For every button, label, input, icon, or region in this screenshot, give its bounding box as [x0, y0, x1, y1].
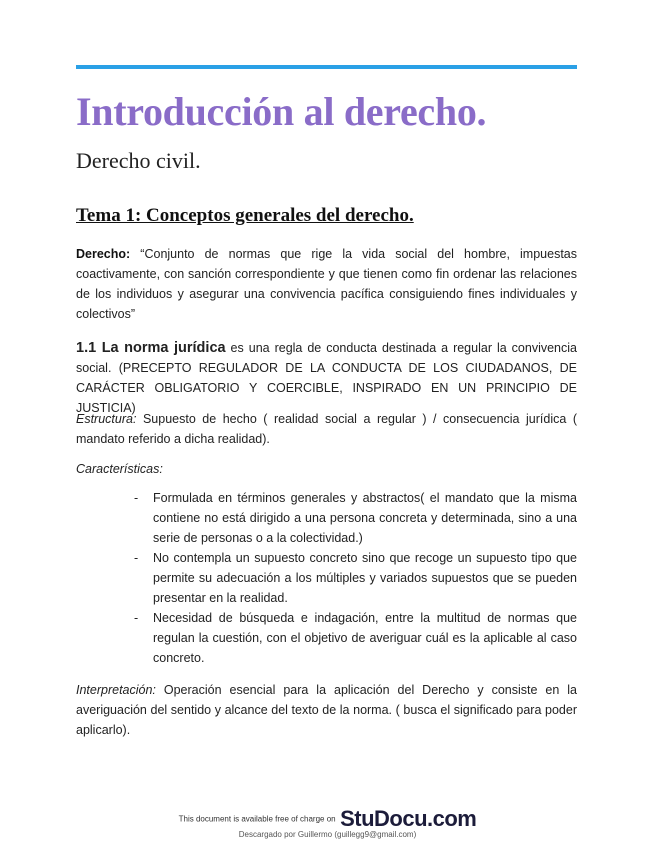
document-subtitle: Derecho civil.: [76, 148, 201, 173]
estructura-text: Supuesto de hecho ( realidad social a regular ) / consecuencia jurídica ( mandato referido a dicha realidad).: [76, 412, 577, 446]
logo-text: StuDocu: [340, 806, 428, 831]
list-item: - Formulada en términos generales y abstractos( el mandato que la misma contiene no está dirigido a una persona concreta y determinada, sino a una serie de personas o a la colectividad.): [134, 491, 577, 545]
caracteristicas-label: Características:: [76, 462, 163, 476]
norma-lead: 1.1 La norma jurídica: [76, 340, 226, 356]
caracteristicas-list: [76, 488, 577, 668]
list-item: - No contempla un supuesto concreto sino que recoge un supuesto tipo que permite su adecuación a los múltiples y variados supuestos que se pueden presentar en la realidad.: [134, 551, 577, 605]
list-item-text: Necesidad de búsqueda e indagación, entre la multitud de normas que regulan la cuestión, con el objetivo de averiguar cuál es la aplicable al caso concreto.: [153, 611, 577, 665]
list-item: - Necesidad de búsqueda e indagación, entre la multitud de normas que regulan la cuestión, con el objetivo de averiguar cuál es la aplicable al caso concreto.: [134, 611, 577, 665]
definition-paragraph: [76, 244, 577, 324]
interpretacion-text: Operación esencial para la aplicación del Derecho y consiste en la averiguación del sentido y alcance del texto de la norma. ( busca el significado para poder aplicarlo).: [76, 683, 577, 737]
estructura-label: Estructura:: [76, 412, 137, 426]
top-divider: [76, 65, 577, 69]
interpretacion-paragraph: [76, 680, 577, 740]
norma-text: es una regla de conducta destinada a regular la convivencia social. (PRECEPTO REGULADOR DE LA CONDUCTA DE LOS CIUDADANOS, DE CARÁCTER OBLIGATORIO Y COERCIBLE, INSPIRADO EN UN PRINCIPIO DE JUSTICIA): [76, 341, 577, 415]
section-heading: Tema 1: Conceptos generales del derecho.: [76, 205, 414, 226]
footer-availability: [0, 806, 655, 832]
norma-paragraph: [76, 338, 577, 418]
estructura-paragraph: [76, 409, 577, 449]
footer-download-info: Descargado por Guillermo (guillegg9@gmail.com): [238, 830, 417, 839]
interpretacion-label: Interpretación:: [76, 683, 156, 697]
studocu-logo[interactable]: [340, 806, 476, 831]
logo-suffix: .com: [427, 806, 477, 831]
caracteristicas-label-line: [76, 459, 577, 479]
definition-label: Derecho:: [76, 247, 131, 261]
definition-text: “Conjunto de normas que rige la vida social del hombre, impuestas coactivamente, con sanción correspondiente y que tienen como fin ordenar las relaciones de los individuos y asegurar una convivencia pacífica consiguiendo fines individuales y colectivos”: [76, 247, 577, 321]
footer-available-text: This document is available free of charge on: [178, 814, 336, 824]
document-title: Introducción al derecho.: [76, 89, 487, 134]
list-item-text: No contempla un supuesto concreto sino que recoge un supuesto tipo que permite su adecuación a los múltiples y variados supuestos que se pueden presentar en la realidad.: [153, 551, 577, 605]
list-item-text: Formulada en términos generales y abstractos( el mandato que la misma contiene no está dirigido a una persona concreta y determinada, sino a una serie de personas o a la colectividad.): [153, 491, 577, 545]
